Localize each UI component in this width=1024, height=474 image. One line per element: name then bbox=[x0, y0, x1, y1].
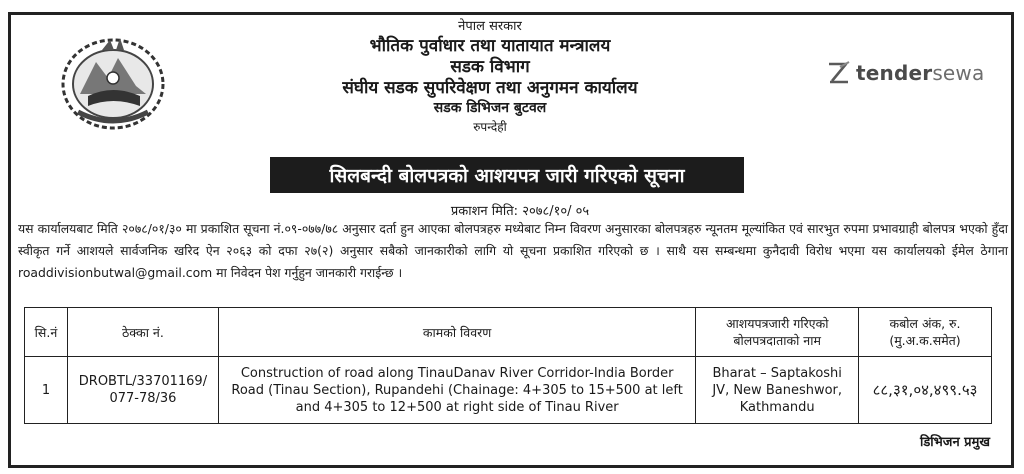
ministry-name: भौतिक पुर्वाधार तथा यातायात मन्त्रालय bbox=[369, 36, 611, 56]
cell-bidder: Bharat – Saptakoshi JV, New Baneshwor, Kathmandu bbox=[696, 357, 859, 424]
cell-description: Construction of road along TinauDanav River Corridor-India Border Road (Tinau Section), Rupandehi (Chainage: 4+305 to 15+500 at left and 4+305 to 12+500 at right side of Tinau River bbox=[218, 357, 695, 424]
header-amount: कबोल अंक, रु. (मु.अ.क.समेत) bbox=[859, 308, 992, 357]
department-name: सडक विभाग bbox=[450, 57, 530, 77]
cell-contract-no: DROBTL/33701169/ 077-78/36 bbox=[67, 357, 218, 424]
district-name: रुपन्देही bbox=[473, 120, 507, 134]
brand-name: tendersewa bbox=[856, 61, 985, 85]
nepal-government-emblem-icon bbox=[58, 32, 168, 132]
table-row bbox=[25, 357, 992, 424]
header-contract-no: ठेक्का नं. bbox=[67, 308, 218, 357]
table-header-row bbox=[25, 308, 992, 357]
office-name: संघीय सडक सुपरिवेक्षण तथा अनुगमन कार्यालय bbox=[342, 78, 638, 98]
publication-date: प्रकाशन मिति: २०७८/१०/ ०५ bbox=[450, 204, 590, 219]
office-header bbox=[180, 20, 800, 137]
contract-table bbox=[24, 307, 992, 424]
tendersewa-logo-icon bbox=[826, 61, 852, 85]
header-serial: सि.नं bbox=[25, 308, 68, 357]
header-bidder: आशयपत्रजारी गरिएको बोलपत्रदाताको नाम bbox=[696, 308, 859, 357]
tendersewa-logo bbox=[826, 60, 984, 86]
header-description: कामको विवरण bbox=[218, 308, 695, 357]
notice-title: सिलबन्दी बोलपत्रको आशयपत्र जारी गरिएको सूचना bbox=[270, 157, 744, 193]
signature-title: डिभिजन प्रमुख bbox=[919, 435, 990, 450]
government-name: नेपाल सरकार bbox=[458, 19, 522, 34]
cell-serial: 1 bbox=[25, 357, 68, 424]
notice-paragraph: यस कार्यालयबाट मिति २०७८/०१/३० मा प्रकाशित सूचना नं.०९-०७७/७८ अनुसार दर्ता हुन आएका बोलपत्रहरु मध्येबाट निम्न विवरण अनुसारका बोलपत्रहरु न्यूनतम मूल्यांकित एवं सारभुत रुपमा प्रभावग्राही बोलपत्र भएको हुँदा स्वीकृत गर्ने आशयले सार्वजनिक खरिद ऐन २०६३ को दफा २७(२) अनुसार सबैको जानकारीको लागि यो सूचना प्रकाशित गरिएको छ । साथै यस सम्बन्धमा कुनैदावी विरोध भएमा यस कार्यालयको ईमेल ठेगाना roaddivisionbutwal@gmail.com मा निवेदन पेश गर्नुहुन जानकारी गराईन्छ । bbox=[18, 221, 1008, 280]
division-name: सडक डिभिजन बुटवल bbox=[433, 100, 547, 116]
cell-amount: ८८,३१,०४,४९९.५३ bbox=[859, 357, 992, 424]
